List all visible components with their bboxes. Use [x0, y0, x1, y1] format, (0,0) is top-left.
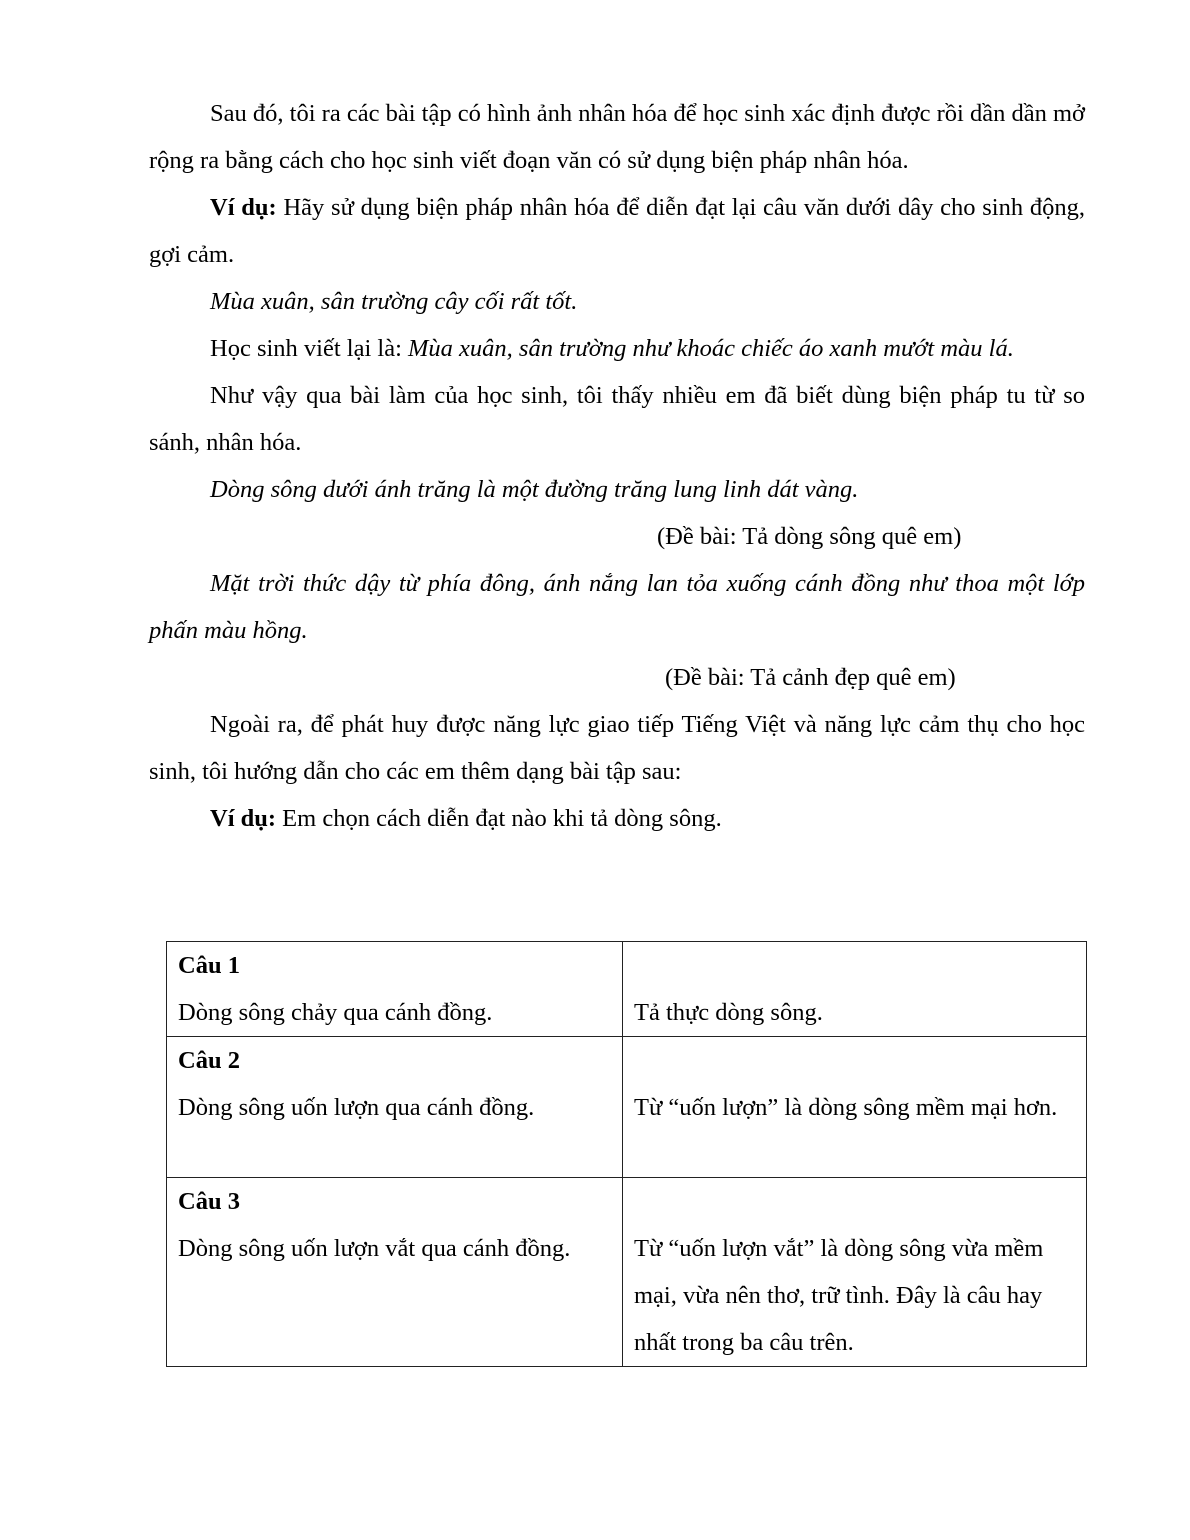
row-comment: Tả thực dòng sông.: [634, 999, 823, 1026]
quote-sunrise-source: (Đề bài: Tả cảnh đẹp quê em): [665, 664, 956, 691]
rewrite-text: Mùa xuân, sân trường như khoác chiếc áo xanh mướt màu lá.: [408, 335, 1014, 362]
paragraph-intro-rest: dần dần mở rộng ra bằng cách cho học sinh viết đoạn văn có sử dụng biện pháp nhân hóa.: [149, 100, 1085, 174]
table-row: [167, 1037, 1087, 1178]
row-title: Câu 2: [178, 1047, 240, 1074]
table-cell-sentence: [167, 1037, 623, 1178]
table-cell-sentence: [167, 942, 623, 1037]
comparison-table: [166, 941, 1087, 1367]
rewrite-label: Học sinh viết lại là:: [210, 335, 408, 362]
row-comment: Từ “uốn lượn vắt” là dòng sông vừa mềm mại, vừa nên thơ, trữ tình. Đây là câu hay nhất trong ba câu trên.: [634, 1235, 1044, 1356]
table-cell-comment: [623, 1178, 1087, 1367]
table-row: [167, 942, 1087, 1037]
example-2-label: Ví dụ:: [210, 805, 277, 832]
example-1: [149, 184, 1085, 278]
example-label: Ví dụ:: [210, 194, 277, 221]
example-sentence: Mùa xuân, sân trường cây cối rất tốt.: [210, 288, 578, 315]
row-sentence: Dòng sông uốn lượn qua cánh đồng.: [178, 1094, 535, 1121]
table-row: [167, 1178, 1087, 1367]
paragraph-additional: Ngoài ra, để phát huy được năng lực giao tiếp Tiếng Việt và năng lực cảm thụ cho học sinh, tôi hướng dẫn cho các em thêm dạng bài tập sau:: [149, 711, 1085, 785]
row-sentence: Dòng sông chảy qua cánh đồng.: [178, 999, 493, 1026]
table-cell-comment: [623, 1037, 1087, 1178]
paragraph-intro-line1: Sau đó, tôi ra các bài tập có hình ảnh nhân hóa để học sinh xác định được rồi: [210, 100, 964, 127]
quote-river-source: (Đề bài: Tả dòng sông quê em): [657, 523, 962, 550]
example-2-text: Em chọn cách diễn đạt nào khi tả dòng sông.: [276, 805, 722, 832]
row-comment: Từ “uốn lượn” là dòng sông mềm mại hơn.: [634, 1094, 1058, 1121]
quote-river: Dòng sông dưới ánh trăng là một đường trăng lung linh dát vàng.: [210, 476, 859, 503]
row-title: Câu 1: [178, 952, 240, 979]
quote-sunrise: Mặt trời thức dậy từ phía đông, ánh nắng lan tỏa xuống cánh đồng như thoa một lớp phấn màu hồng.: [149, 570, 1085, 644]
table-cell-comment: [623, 942, 1087, 1037]
table-cell-sentence: [167, 1178, 623, 1367]
student-rewrite: [149, 325, 1085, 372]
row-sentence: Dòng sông uốn lượn vắt qua cánh đồng.: [178, 1235, 571, 1262]
example-text: Hãy sử dụng biện pháp nhân hóa để diễn đạt lại câu văn dưới dây cho sinh động, gợi cảm.: [149, 194, 1085, 268]
example-2: [149, 795, 1085, 842]
document-page: [149, 90, 1085, 842]
paragraph-intro: [149, 90, 1085, 184]
paragraph-observation: Như vậy qua bài làm của học sinh, tôi thấy nhiều em đã biết dùng biện pháp tu từ so sánh, nhân hóa.: [149, 382, 1085, 456]
row-title: Câu 3: [178, 1188, 240, 1215]
